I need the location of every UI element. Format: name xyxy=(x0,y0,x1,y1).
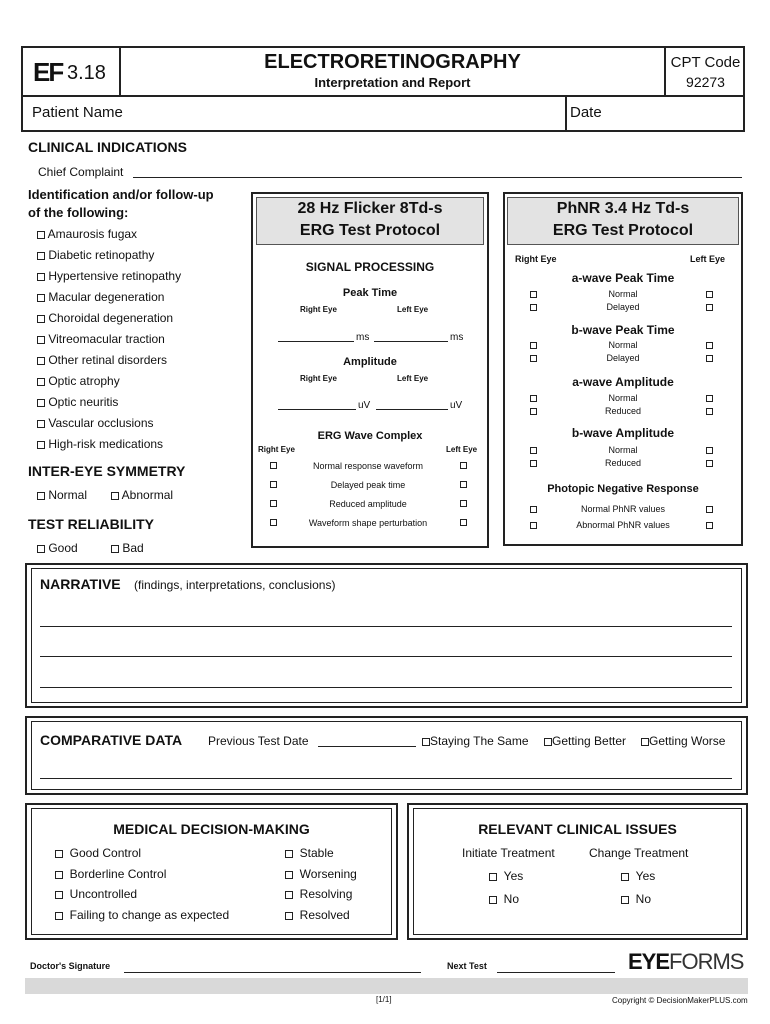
amp-right-eye: Right Eye xyxy=(300,374,337,383)
phnr-item-label: Normal xyxy=(608,393,638,403)
phnr-item-label: Normal xyxy=(608,289,638,299)
change-treatment-label: Change Treatment xyxy=(589,846,689,860)
checkbox[interactable] xyxy=(285,871,293,879)
medical-right-item[interactable]: Resolved xyxy=(285,908,350,922)
form-logo: EF xyxy=(33,57,63,87)
phnr-right-checkbox[interactable] xyxy=(530,355,537,362)
page-title: ELECTRORETINOGRAPHY xyxy=(264,51,521,73)
amp-left-eye: Left Eye xyxy=(397,374,429,383)
patient-name-field[interactable]: Patient Name xyxy=(32,104,123,121)
comparative-option[interactable]: Getting Better xyxy=(544,734,626,748)
phnr-right-checkbox[interactable] xyxy=(530,506,537,513)
next-test-input[interactable] xyxy=(497,972,615,973)
indication-item[interactable]: High-risk medications xyxy=(37,437,163,451)
phnr-group-heading: b-wave Amplitude xyxy=(571,426,675,440)
checkbox[interactable] xyxy=(37,441,45,449)
checkbox[interactable] xyxy=(544,738,552,746)
phnr-right-checkbox[interactable] xyxy=(530,395,537,402)
phnr-left-checkbox[interactable] xyxy=(706,342,713,349)
checkbox[interactable] xyxy=(111,545,119,553)
medical-left-item[interactable]: Borderline Control xyxy=(55,867,166,881)
phnr-left-checkbox[interactable] xyxy=(706,395,713,402)
wave-right-eye: Right Eye xyxy=(258,445,295,454)
checkbox[interactable] xyxy=(55,871,63,879)
phnr-item-label: Delayed xyxy=(606,353,640,363)
signal-processing-heading: SIGNAL PROCESSING xyxy=(305,260,435,274)
indication-item[interactable]: Vitreomacular traction xyxy=(37,332,165,346)
wave-right-checkbox[interactable] xyxy=(270,519,277,526)
symmetry-normal[interactable]: Normal xyxy=(37,488,87,502)
checkbox[interactable] xyxy=(37,315,45,323)
checkbox[interactable] xyxy=(37,357,45,365)
phnr-title-1: PhNR 3.4 Hz Td-s xyxy=(556,200,690,217)
peak-left-unit: ms xyxy=(450,332,464,343)
checkbox[interactable] xyxy=(489,873,497,881)
checkbox[interactable] xyxy=(37,294,45,302)
copyright: Copyright © DecisionMakerPLUS.com xyxy=(612,996,748,1005)
phnr-left-checkbox[interactable] xyxy=(706,355,713,362)
wave-right-checkbox[interactable] xyxy=(270,462,277,469)
phnr-left-eye: Left Eye xyxy=(690,254,726,264)
phnr-left-checkbox[interactable] xyxy=(706,291,713,298)
medical-right-item[interactable]: Stable xyxy=(285,846,334,860)
reliability-bad[interactable]: Bad xyxy=(111,541,144,555)
reliability-good[interactable]: Good xyxy=(37,541,78,555)
form-number: 3.18 xyxy=(67,62,106,84)
next-test-label: Next Test xyxy=(447,961,487,971)
flicker-panel xyxy=(251,192,489,548)
checkbox[interactable] xyxy=(37,336,45,344)
cpt-label: CPT Code xyxy=(670,54,741,71)
amp-left-input[interactable] xyxy=(376,409,448,410)
narrative-heading: NARRATIVE xyxy=(40,576,121,592)
symmetry-heading: INTER-EYE SYMMETRY xyxy=(28,463,186,479)
indication-item[interactable]: Vascular occlusions xyxy=(37,416,154,430)
indication-item[interactable]: Amaurosis fugax xyxy=(37,227,137,241)
phnr-group-heading: a-wave Peak Time xyxy=(571,271,675,285)
medical-right-item[interactable]: Resolving xyxy=(285,887,352,901)
checkbox[interactable] xyxy=(621,896,629,904)
checkbox[interactable] xyxy=(37,273,45,281)
phnr-right-checkbox[interactable] xyxy=(530,342,537,349)
checkbox[interactable] xyxy=(285,850,293,858)
checkbox[interactable] xyxy=(37,231,45,239)
wave-left-checkbox[interactable] xyxy=(460,519,467,526)
previous-test-date-label: Previous Test Date xyxy=(208,734,309,748)
phnr-item-label: Normal PhNR values xyxy=(580,504,666,514)
amp-left-unit: uV xyxy=(450,400,463,411)
wave-right-checkbox[interactable] xyxy=(270,481,277,488)
page-subtitle: Interpretation and Report xyxy=(314,75,471,90)
checkbox[interactable] xyxy=(641,738,649,746)
peak-right-unit: ms xyxy=(356,332,370,343)
previous-test-date-input[interactable] xyxy=(318,746,416,747)
symmetry-abnormal[interactable]: Abnormal xyxy=(111,488,173,502)
brand-logo: EYEFORMS xyxy=(628,949,744,974)
checkbox[interactable] xyxy=(37,399,45,407)
checkbox[interactable] xyxy=(37,492,45,500)
medical-right-item[interactable]: Worsening xyxy=(285,867,357,881)
phnr-item-label: Reduced xyxy=(604,458,642,468)
checkbox[interactable] xyxy=(285,891,293,899)
phnr-left-checkbox[interactable] xyxy=(706,304,713,311)
phnr-right-checkbox[interactable] xyxy=(530,408,537,415)
phnr-group-heading: Photopic Negative Response xyxy=(547,483,699,495)
checkbox[interactable] xyxy=(55,891,63,899)
identification-line1: Identification and/or follow-up xyxy=(28,187,214,202)
peak-left-eye: Left Eye xyxy=(397,305,429,314)
narrative-line[interactable] xyxy=(40,626,732,627)
cpt-code: 92273 xyxy=(686,74,725,90)
amplitude-heading: Amplitude xyxy=(343,356,397,368)
wave-left-eye: Left Eye xyxy=(446,445,478,454)
medical-left-item[interactable]: Good Control xyxy=(55,846,141,860)
wave-left-checkbox[interactable] xyxy=(460,481,467,488)
checkbox[interactable] xyxy=(55,912,63,920)
change-no[interactable]: No xyxy=(621,892,651,906)
phnr-item-label: Abnormal PhNR values xyxy=(576,520,670,530)
issues-heading: RELEVANT CLINICAL ISSUES xyxy=(478,821,677,837)
identification-line2: of the following: xyxy=(28,205,129,220)
signature-input[interactable] xyxy=(124,972,421,973)
wave-right-checkbox[interactable] xyxy=(270,500,277,507)
peak-right-eye: Right Eye xyxy=(300,305,337,314)
indication-item[interactable]: Diabetic retinopathy xyxy=(37,248,154,262)
phnr-left-checkbox[interactable] xyxy=(706,408,713,415)
change-yes[interactable]: Yes xyxy=(621,869,655,883)
checkbox[interactable] xyxy=(37,252,45,260)
initiate-treatment-label: Initiate Treatment xyxy=(462,846,555,860)
narrative-line[interactable] xyxy=(40,656,732,657)
phnr-item-label: Reduced xyxy=(604,406,642,416)
wave-item-label: Normal response waveform xyxy=(312,461,424,471)
medical-heading: MEDICAL DECISION-MAKING xyxy=(113,821,310,837)
phnr-left-checkbox[interactable] xyxy=(706,460,713,467)
flicker-title-2: ERG Test Protocol xyxy=(299,222,441,239)
flicker-title-1: 28 Hz Flicker 8Td-s xyxy=(297,200,443,217)
phnr-item-label: Normal xyxy=(608,340,638,350)
reliability-heading: TEST RELIABILITY xyxy=(28,516,154,532)
phnr-item-label: Normal xyxy=(608,445,638,455)
phnr-right-checkbox[interactable] xyxy=(530,447,537,454)
phnr-item-label: Delayed xyxy=(606,302,640,312)
erg-wave-heading: ERG Wave Complex xyxy=(317,430,423,442)
peak-left-input[interactable] xyxy=(374,341,448,342)
checkbox[interactable] xyxy=(111,492,119,500)
comparative-line[interactable] xyxy=(40,778,732,779)
checkbox[interactable] xyxy=(37,420,45,428)
narrative-subheading: (findings, interpretations, conclusions) xyxy=(134,578,336,592)
initiate-no[interactable]: No xyxy=(489,892,519,906)
indication-item[interactable]: Choroidal degeneration xyxy=(37,311,173,325)
indication-item[interactable]: Optic neuritis xyxy=(37,395,118,409)
comparative-heading: COMPARATIVE DATA xyxy=(40,732,183,748)
checkbox[interactable] xyxy=(55,850,63,858)
peak-right-input[interactable] xyxy=(278,341,354,342)
date-field[interactable]: Date xyxy=(570,104,602,121)
wave-item-label: Reduced amplitude xyxy=(329,499,407,509)
checkbox[interactable] xyxy=(37,378,45,386)
phnr-group-heading: a-wave Amplitude xyxy=(572,375,674,389)
phnr-left-checkbox[interactable] xyxy=(706,522,713,529)
phnr-right-checkbox[interactable] xyxy=(530,522,537,529)
peak-time-heading: Peak Time xyxy=(342,287,398,299)
page-number: [1/1] xyxy=(376,995,392,1004)
phnr-group-heading: b-wave Peak Time xyxy=(571,323,675,337)
medical-left-item[interactable]: Failing to change as expected xyxy=(55,908,229,922)
phnr-left-checkbox[interactable] xyxy=(706,506,713,513)
indication-item[interactable]: Hypertensive retinopathy xyxy=(37,269,181,283)
chief-complaint-input[interactable] xyxy=(133,177,742,178)
checkbox[interactable] xyxy=(489,896,497,904)
wave-left-checkbox[interactable] xyxy=(460,500,467,507)
amp-right-unit: uV xyxy=(358,400,371,411)
phnr-left-checkbox[interactable] xyxy=(706,447,713,454)
amp-right-input[interactable] xyxy=(278,409,356,410)
checkbox[interactable] xyxy=(621,873,629,881)
phnr-right-checkbox[interactable] xyxy=(530,304,537,311)
checkbox[interactable] xyxy=(422,738,430,746)
clinical-heading: CLINICAL INDICATIONS xyxy=(28,139,187,155)
indication-item[interactable]: Optic atrophy xyxy=(37,374,120,388)
wave-item-label: Delayed peak time xyxy=(330,480,406,490)
checkbox[interactable] xyxy=(37,545,45,553)
phnr-right-checkbox[interactable] xyxy=(530,460,537,467)
initiate-yes[interactable]: Yes xyxy=(489,869,523,883)
indication-item[interactable]: Other retinal disorders xyxy=(37,353,167,367)
checkbox[interactable] xyxy=(285,912,293,920)
medical-left-item[interactable]: Uncontrolled xyxy=(55,887,137,901)
header-divider xyxy=(21,95,745,97)
chief-complaint-label: Chief Complaint xyxy=(38,165,124,179)
wave-item-label: Waveform shape perturbation xyxy=(308,518,428,528)
phnr-title-2: ERG Test Protocol xyxy=(552,222,694,239)
signature-label: Doctor's Signature xyxy=(30,961,111,971)
header-vline-3 xyxy=(565,95,567,132)
wave-left-checkbox[interactable] xyxy=(460,462,467,469)
phnr-right-eye: Right Eye xyxy=(515,254,557,264)
phnr-right-checkbox[interactable] xyxy=(530,291,537,298)
narrative-line[interactable] xyxy=(40,687,732,688)
footer-bar xyxy=(25,978,748,994)
indication-item[interactable]: Macular degeneration xyxy=(37,290,164,304)
comparative-option[interactable]: Staying The Same xyxy=(422,734,529,748)
comparative-option[interactable]: Getting Worse xyxy=(641,734,725,748)
